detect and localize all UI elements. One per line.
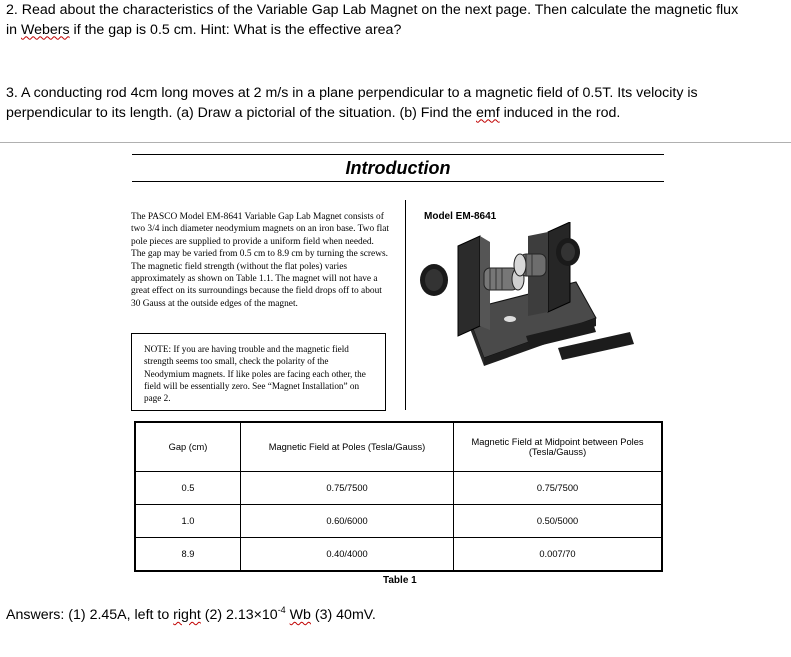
header-field-at-midpoint: Magnetic Field at Midpoint between Poles (Tesla/Gauss) bbox=[454, 422, 663, 472]
question-3-line-2 bbox=[6, 104, 786, 124]
answers-exponent: -4 bbox=[277, 605, 286, 615]
table-cell: 8.9 bbox=[135, 538, 241, 572]
note-box: NOTE: If you are having trouble and the magnetic field strength seems too small, check the polarity of the Neodymium magnets. If like poles are facing each other, the field will be essentially zero. See “Magnet Installation” on page 2. bbox=[131, 333, 386, 411]
answers-post: (3) 40mV. bbox=[310, 607, 376, 623]
title-rule-bottom bbox=[132, 181, 664, 182]
table-row bbox=[135, 505, 662, 538]
header-field-at-poles: Magnetic Field at Poles (Tesla/Gauss) bbox=[241, 422, 454, 472]
table-cell: 0.5 bbox=[135, 472, 241, 505]
table-cell: 1.0 bbox=[135, 505, 241, 538]
model-label: Model EM-8641 bbox=[424, 211, 497, 222]
question-3 bbox=[6, 84, 786, 123]
table-cell: 0.75/7500 bbox=[241, 472, 454, 505]
intro-description: The PASCO Model EM-8641 Variable Gap Lab Magnet consists of two 3/4 inch diameter neodymium magnets on an iron base. Two flat pole pieces are supplied to provide a uniform field when needed. The gap may be varied from 0.5 cm to 8.9 cm by turning the screws. The magnetic field strength (without the flat poles) varies approximately as shown on Table 1.1. The magnet will not have a great effect on its surroundings because the field drops off to about 30 Gauss at the outside edges of the magnet. bbox=[131, 212, 389, 309]
question-2 bbox=[6, 1, 786, 40]
table-caption: Table 1 bbox=[383, 575, 417, 586]
q2-text-post: if the gap is 0.5 cm. Hint: What is the effective area? bbox=[69, 21, 402, 38]
header-gap: Gap (cm) bbox=[135, 422, 241, 472]
column-divider bbox=[405, 200, 406, 410]
q3-text-post: induced in the rod. bbox=[499, 104, 621, 121]
table-header-row bbox=[135, 422, 662, 472]
table-cell: 0.75/7500 bbox=[454, 472, 663, 505]
question-3-line-1: 3. A conducting rod 4cm long moves at 2 m/s in a plane perpendicular to a magnetic field of 0.5T. Its velocity is bbox=[6, 85, 698, 101]
q3-text-pre: perpendicular to its length. (a) Draw a pictorial of the situation. (b) Find the bbox=[6, 104, 476, 121]
table-cell: 0.007/70 bbox=[454, 538, 663, 572]
magnet-data-table bbox=[134, 421, 663, 572]
table-cell: 0.40/4000 bbox=[241, 538, 454, 572]
spellcheck-word-right: right bbox=[173, 607, 201, 623]
answers-mid: (2) 2.13×10 bbox=[200, 607, 278, 623]
section-divider bbox=[0, 142, 791, 143]
answers-pre: Answers: (1) 2.45A, left to bbox=[6, 607, 174, 623]
intro-title: Introduction bbox=[345, 158, 451, 178]
spellcheck-word-wb: Wb bbox=[289, 607, 311, 623]
table-row bbox=[135, 538, 662, 572]
spellcheck-word-webers: Webers bbox=[20, 21, 70, 38]
q2-text-pre: in bbox=[6, 21, 21, 38]
table-cell: 0.50/5000 bbox=[454, 505, 663, 538]
answers-line bbox=[6, 607, 376, 623]
table-row bbox=[135, 472, 662, 505]
magnet-illustration bbox=[418, 222, 644, 370]
question-2-line-2 bbox=[6, 21, 786, 41]
spellcheck-word-emf: emf bbox=[476, 104, 500, 121]
title-rule-top bbox=[132, 154, 664, 155]
table-cell: 0.60/6000 bbox=[241, 505, 454, 538]
question-2-line-1: 2. Read about the characteristics of the Variable Gap Lab Magnet on the next page. Then calculate the magnetic flux bbox=[6, 2, 739, 18]
